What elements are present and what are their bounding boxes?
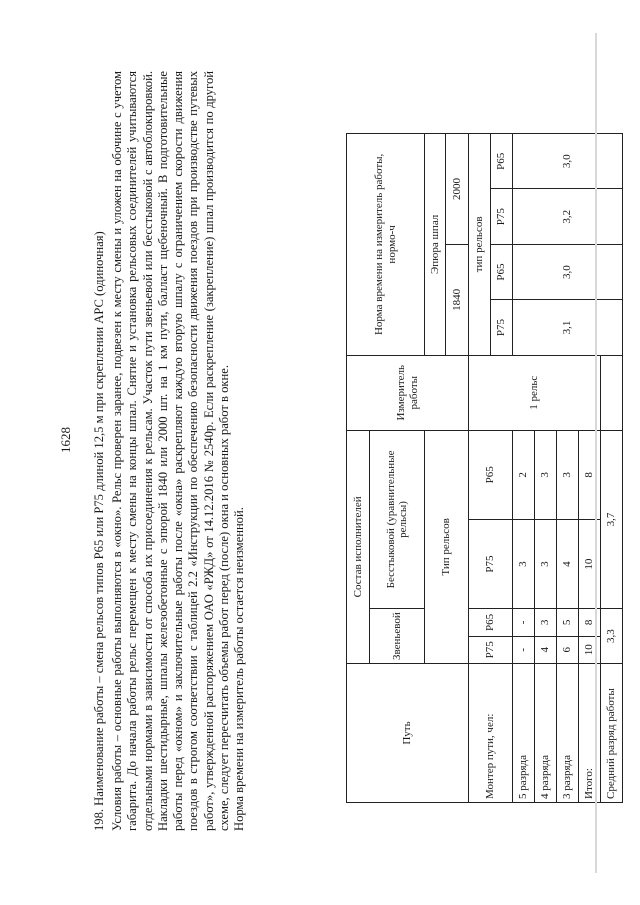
header-bess: Бесстыковой (уравнительные рельсы) — [370, 430, 425, 608]
norm-type-2000-p75: Р75 — [491, 189, 513, 244]
cell-5-zven-p65: - — [513, 608, 535, 635]
header-meter: Измеритель работы — [347, 355, 469, 430]
cell-total-zven-p65: 8 — [579, 608, 601, 635]
cell-4-bess-p65: 3 — [535, 430, 557, 519]
header-staff: Состав исполнителей — [347, 430, 370, 663]
type-bess-p75: Р75 — [469, 519, 513, 608]
cell-3-zven-p75: 6 — [557, 636, 579, 663]
type-zven-p65: Р65 — [469, 608, 513, 635]
cell-4-zven-p65: 3 — [535, 608, 557, 635]
avg-bess: 3,7 — [601, 430, 623, 608]
cell-5-bess-p65: 2 — [513, 430, 535, 519]
paragraph-norm-note: Норма времени на измеритель работы остается неизменной. — [232, 506, 247, 831]
norm-type-1840-p65: Р65 — [491, 244, 513, 299]
row-label-avg: Средний разряд работы — [601, 663, 623, 802]
rotated-page — [40, 33, 618, 873]
header-epure: Эпюра шпал — [425, 133, 446, 355]
cell-total-bess-p65: 8 — [579, 430, 601, 519]
header-epure-1840: 1840 — [446, 244, 469, 355]
cell-3-zven-p65: 5 — [557, 608, 579, 635]
row-label-total: Итого: — [579, 663, 601, 802]
page-number: 1628 — [58, 426, 73, 453]
header-epure-2000: 2000 — [446, 133, 469, 244]
cell-4-zven-p75: 4 — [535, 636, 557, 663]
cell-total-bess-p75: 10 — [579, 519, 601, 608]
norm-1840-p75: 3,1 — [513, 299, 623, 354]
item-heading: 198. Наименование работы – смена рельсов типов Р65 или Р75 длиной 12,5 м при скреплении АРС (одиночная) — [92, 230, 106, 831]
norm-type-2000-p65: Р65 — [491, 133, 513, 189]
row-label-3: 3 разряда — [557, 663, 579, 802]
conditions-text — [110, 71, 248, 831]
header-zven: Звеньевой — [370, 608, 425, 663]
norm-2000-p65: 3,0 — [513, 133, 623, 189]
meter-value: 1 рельс — [469, 355, 601, 430]
cell-3-bess-p65: 3 — [557, 430, 579, 519]
cell-5-zven-p75: - — [513, 636, 535, 663]
norm-table — [346, 133, 623, 803]
cell-3-bess-p75: 4 — [557, 519, 579, 608]
type-bess-p65: Р65 — [469, 430, 513, 519]
avg-zven: 3,3 — [601, 608, 623, 663]
cell-4-bess-p75: 3 — [535, 519, 557, 608]
norm-type-1840-p75: Р75 — [491, 299, 513, 354]
cell-total-zven-p75: 10 — [579, 636, 601, 663]
scan-edge-line — [595, 33, 597, 873]
row-label-5: 5 разряда — [513, 663, 535, 802]
header-rail-type-norm: тип рельсов — [469, 133, 491, 355]
paragraph-conditions: Условия работы – основные работы выполняются в «окно». Рельс проверен заранее, подвезен к месту смены и уложен на обочине с учетом габарита. До начала работы рельс перемещен к месту смены на концы шпал. Снятие и установка рельсовых соединителей учитываются отдельными нормами в зависимости от способа их присоединения к рельсам. Участок пути звеньевой или бесстыковой с автоблокировкой. Накладки шестидырные, шпалы железобетонные с эпюрой 1840 или 2000 шт. на 1 км пути, балласт щебеночный. В подготовительные работы перед «окном» и заключительные работы после «окна» раскрепляют каждую вторую шпалу с ограничением скорости движения поездов в строгом соответствии с таблицей 2.2 «Инструкции по обеспечению безопасности движения поездов при производстве путевых работ», утвержденной распоряжением ОАО «РЖД» от 14.12.2016 № 2540р. Если раскрепление (закрепление) шпал производится по другой схеме, следует пересчитать объемы работ перед (после) окна и основных работ в окне. — [110, 70, 232, 831]
norm-2000-p75: 3,2 — [513, 189, 623, 244]
type-zven-p75: Р75 — [469, 636, 513, 663]
row-monter: Монтер пути, чел: — [469, 663, 513, 802]
norm-1840-p65: 3,0 — [513, 244, 623, 299]
header-rail-type: Тип рельсов — [425, 430, 469, 663]
avg-meter-empty — [601, 355, 623, 430]
row-label-4: 4 разряда — [535, 663, 557, 802]
header-norm: Норма времени на измеритель работы, нормо-ч — [347, 133, 425, 355]
cell-5-bess-p75: 3 — [513, 519, 535, 608]
header-path: Путь — [347, 663, 469, 802]
